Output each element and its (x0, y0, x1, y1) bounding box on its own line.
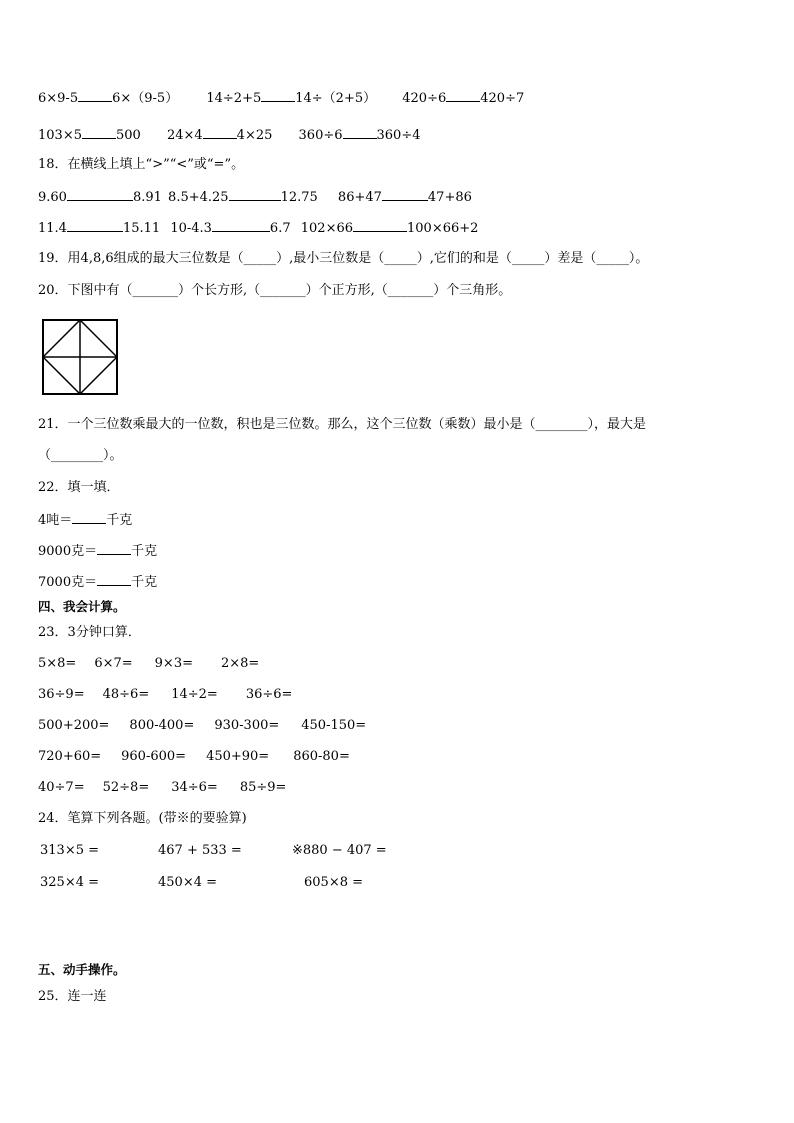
problem: 34÷6= (171, 780, 218, 795)
q18-row-2 (38, 219, 478, 237)
expr: 6×（9-5） (112, 91, 179, 106)
problem: 450×4 = (158, 875, 218, 890)
expr: 10-4.3 (170, 221, 212, 236)
answer-blank[interactable] (261, 89, 295, 102)
problem: 40÷7= (38, 780, 85, 795)
answer-blank[interactable] (203, 126, 237, 139)
mental-math-row (38, 780, 286, 796)
expr: 420÷7 (480, 91, 525, 106)
mental-math-row (38, 718, 366, 734)
expr: 8.91 (132, 190, 162, 205)
expr: 7000克＝ (38, 575, 98, 590)
question-20: 20．下图中有（_______）个长方形,（_______）个正方形,（_______）个三角形。 (38, 283, 512, 298)
problem: 800-400= (129, 718, 195, 733)
section-5-heading: 五、动手操作。 (38, 962, 126, 977)
problem: 313×5 = (40, 843, 100, 858)
answer-blank[interactable] (446, 89, 480, 102)
answer-blank[interactable] (353, 219, 407, 232)
expr: 15.11 (122, 221, 161, 236)
expr: 100×66+2 (407, 221, 479, 236)
expr: 24×4 (166, 128, 203, 143)
answer-blank[interactable] (82, 126, 116, 139)
problem: 36÷9= (38, 687, 85, 702)
mental-math-row (38, 656, 259, 672)
expr: 14÷（2+5） (295, 91, 377, 106)
expr: 12.75 (280, 190, 318, 205)
expr: 4×25 (236, 128, 273, 143)
problem: 2×8= (220, 656, 260, 671)
answer-blank[interactable] (229, 188, 281, 201)
answer-blank[interactable] (78, 89, 112, 102)
q22-item (38, 511, 132, 529)
unit-label: 千克 (131, 575, 158, 590)
problem: 450-150= (301, 718, 367, 733)
compare-row-2 (38, 126, 421, 144)
problem: 36÷6= (245, 687, 293, 702)
expr: 9000克＝ (38, 544, 98, 559)
problem: 325×4 = (40, 875, 100, 890)
problem: 14÷2= (171, 687, 218, 702)
expr: 103×5 (38, 128, 82, 143)
answer-blank[interactable] (343, 126, 377, 139)
mental-math-row (38, 749, 350, 765)
q18-row-1 (38, 188, 472, 206)
problem: 450+90= (206, 749, 270, 764)
question-19: 19．用4,8,6组成的最大三位数是（_____）,最小三位数是（_____）,它们的和是（_____）差是（_____）。 (38, 251, 649, 266)
problem: 930-300= (214, 718, 280, 733)
question-18-title: 18．在横线上填上“>”“<”或“=”。 (38, 157, 245, 172)
expr: 500 (115, 128, 141, 143)
expr: 86+47 (337, 190, 382, 205)
answer-blank[interactable] (72, 511, 106, 524)
problem: 9×3= (154, 656, 193, 671)
expr: 6×9-5 (38, 91, 79, 106)
problem: 720+60= (38, 749, 102, 764)
problem: 500+200= (38, 718, 110, 733)
problem: 48÷6= (102, 687, 150, 702)
problem: 52÷8= (102, 780, 150, 795)
answer-blank[interactable] (212, 219, 270, 232)
expr: 6.7 (269, 221, 291, 236)
problem: 5×8= (38, 656, 77, 671)
expr: 4吨＝ (38, 513, 73, 528)
answer-blank[interactable] (97, 542, 131, 555)
expr: 102×66 (300, 221, 353, 236)
unit-label: 千克 (131, 544, 158, 559)
expr: 8.5+4.25 (168, 190, 229, 205)
answer-blank[interactable] (382, 188, 428, 201)
square-diamond-figure (42, 319, 118, 395)
compare-row-1 (38, 89, 524, 107)
answer-blank[interactable] (67, 188, 133, 201)
question-23-title: 23．3分钟口算． (38, 625, 141, 640)
expr: 360÷4 (376, 128, 421, 143)
problem: 605×8 = (304, 875, 364, 890)
problem: 960-600= (121, 749, 187, 764)
expr: 14÷2+5 (206, 91, 262, 106)
expr: 420÷6 (402, 91, 447, 106)
problem: 85÷9= (239, 780, 287, 795)
section-4-heading: 四、我会计算。 (38, 599, 126, 614)
question-21-line-2: （________）。 (38, 448, 123, 463)
question-24-title: 24．笔算下列各题。(带※的要验算) (38, 811, 247, 826)
answer-blank[interactable] (97, 573, 131, 586)
expr: 47+86 (427, 190, 472, 205)
unit-label: 千克 (106, 513, 133, 528)
problem: 860-80= (293, 749, 350, 764)
written-calc-row (40, 843, 387, 859)
written-calc-row (40, 875, 363, 891)
problem: 6×7= (94, 656, 133, 671)
question-21-line-1: 21．一个三位数乘最大的一位数，积也是三位数。那么，这个三位数（乘数）最小是（________），最大是 (38, 417, 647, 432)
q22-item (38, 573, 157, 591)
expr: 360÷6 (298, 128, 343, 143)
expr: 9.60 (38, 190, 67, 205)
problem: 467 + 533 = (158, 843, 242, 858)
question-25: 25．连一连 (38, 989, 107, 1004)
mental-math-row (38, 687, 292, 703)
q22-item (38, 542, 157, 560)
question-22-title: 22．填一填． (38, 480, 120, 495)
problem: ※880 − 407 = (292, 843, 387, 858)
expr: 11.4 (38, 221, 67, 236)
answer-blank[interactable] (67, 219, 123, 232)
